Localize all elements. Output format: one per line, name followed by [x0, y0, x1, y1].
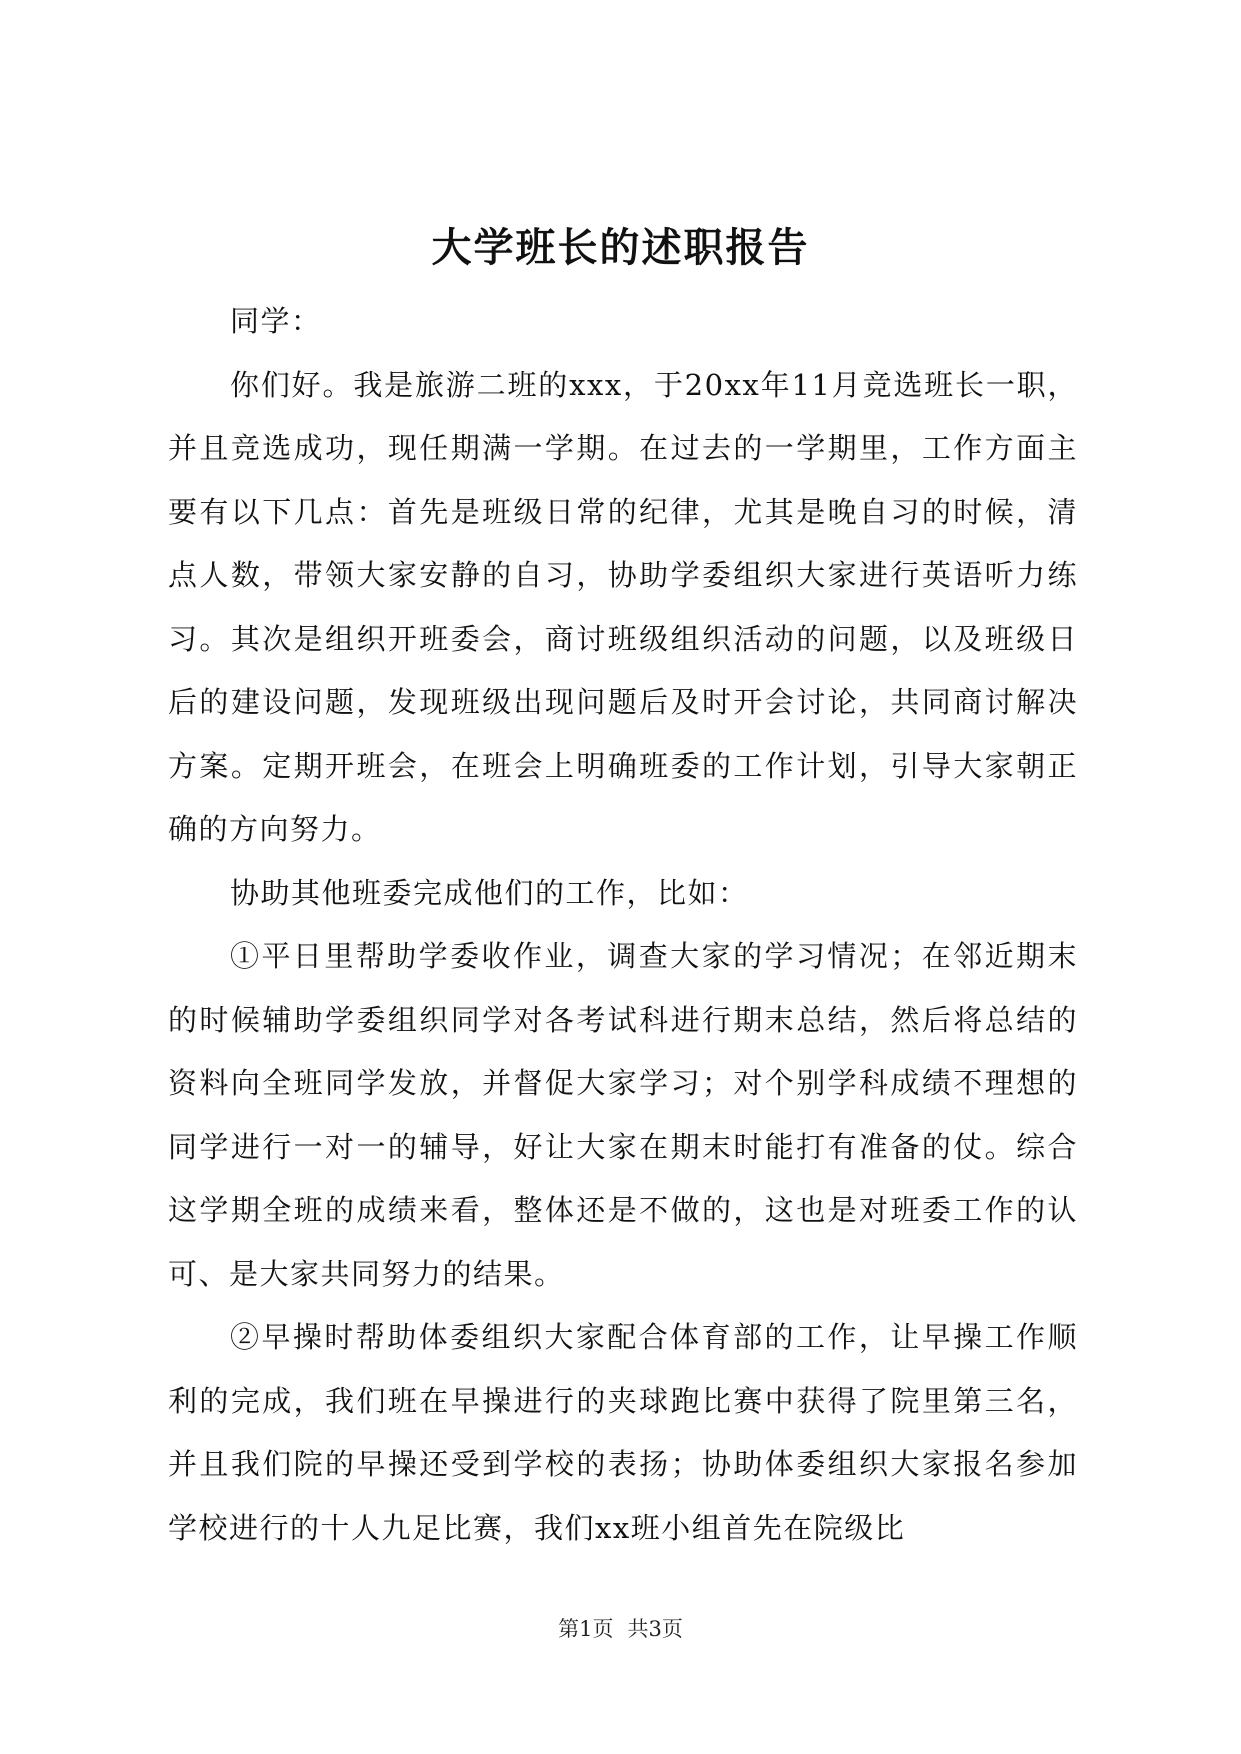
document-title: 大学班长的述职报告: [431, 224, 810, 271]
page-total: 共3页: [627, 1617, 683, 1641]
page-number: 第1页: [558, 1617, 614, 1641]
body-paragraph: 你们好。我是旅游二班的xxx，于20xx年11月竞选班长一职，并且竞选成功，现任期满一学期。在过去的一学期里，工作方面主要有以下几点：首先是班级日常的纪律，尤其是晚自习的时候，清点人数，带领大家安静的自习，协助学委组织大家进行英语听力练习。其次是组织开班委会，商讨班级组织活动的问题，以及班级日后的建设问题，发现班级出现问题后及时开会讨论，共同商讨解决方案。定期开班会，在班会上明确班委的工作计划，引导大家朝正确的方向努力。: [168, 367, 1078, 846]
body-paragraph: 协助其他班委完成他们的工作，比如：: [230, 875, 749, 910]
body-paragraph: ②早操时帮助体委组织大家配合体育部的工作，让早操工作顺利的完成，我们班在早操进行的夹球跑比赛中获得了院里第三名，并且我们院的早操还受到学校的表扬；协助体委组织大家报名参加学校进行的十人九足比赛，我们xx班小组首先在院级比: [168, 1320, 1078, 1545]
document-body: [168, 290, 1078, 1560]
salutation-paragraph: 同学：: [230, 304, 322, 338]
page-footer: [0, 1614, 1241, 1644]
body-paragraph: ①平日里帮助学委收作业，调查大家的学习情况；在邻近期末的时候辅助学委组织同学对各考试科进行期末总结，然后将总结的资料向全班同学发放，并督促大家学习；对个别学科成绩不理想的同学进行一对一的辅导，好让大家在期末时能打有准备的仗。综合这学期全班的成绩来看，整体还是不做的，这也是对班委工作的认可、是大家共同努力的结果。: [168, 939, 1078, 1291]
